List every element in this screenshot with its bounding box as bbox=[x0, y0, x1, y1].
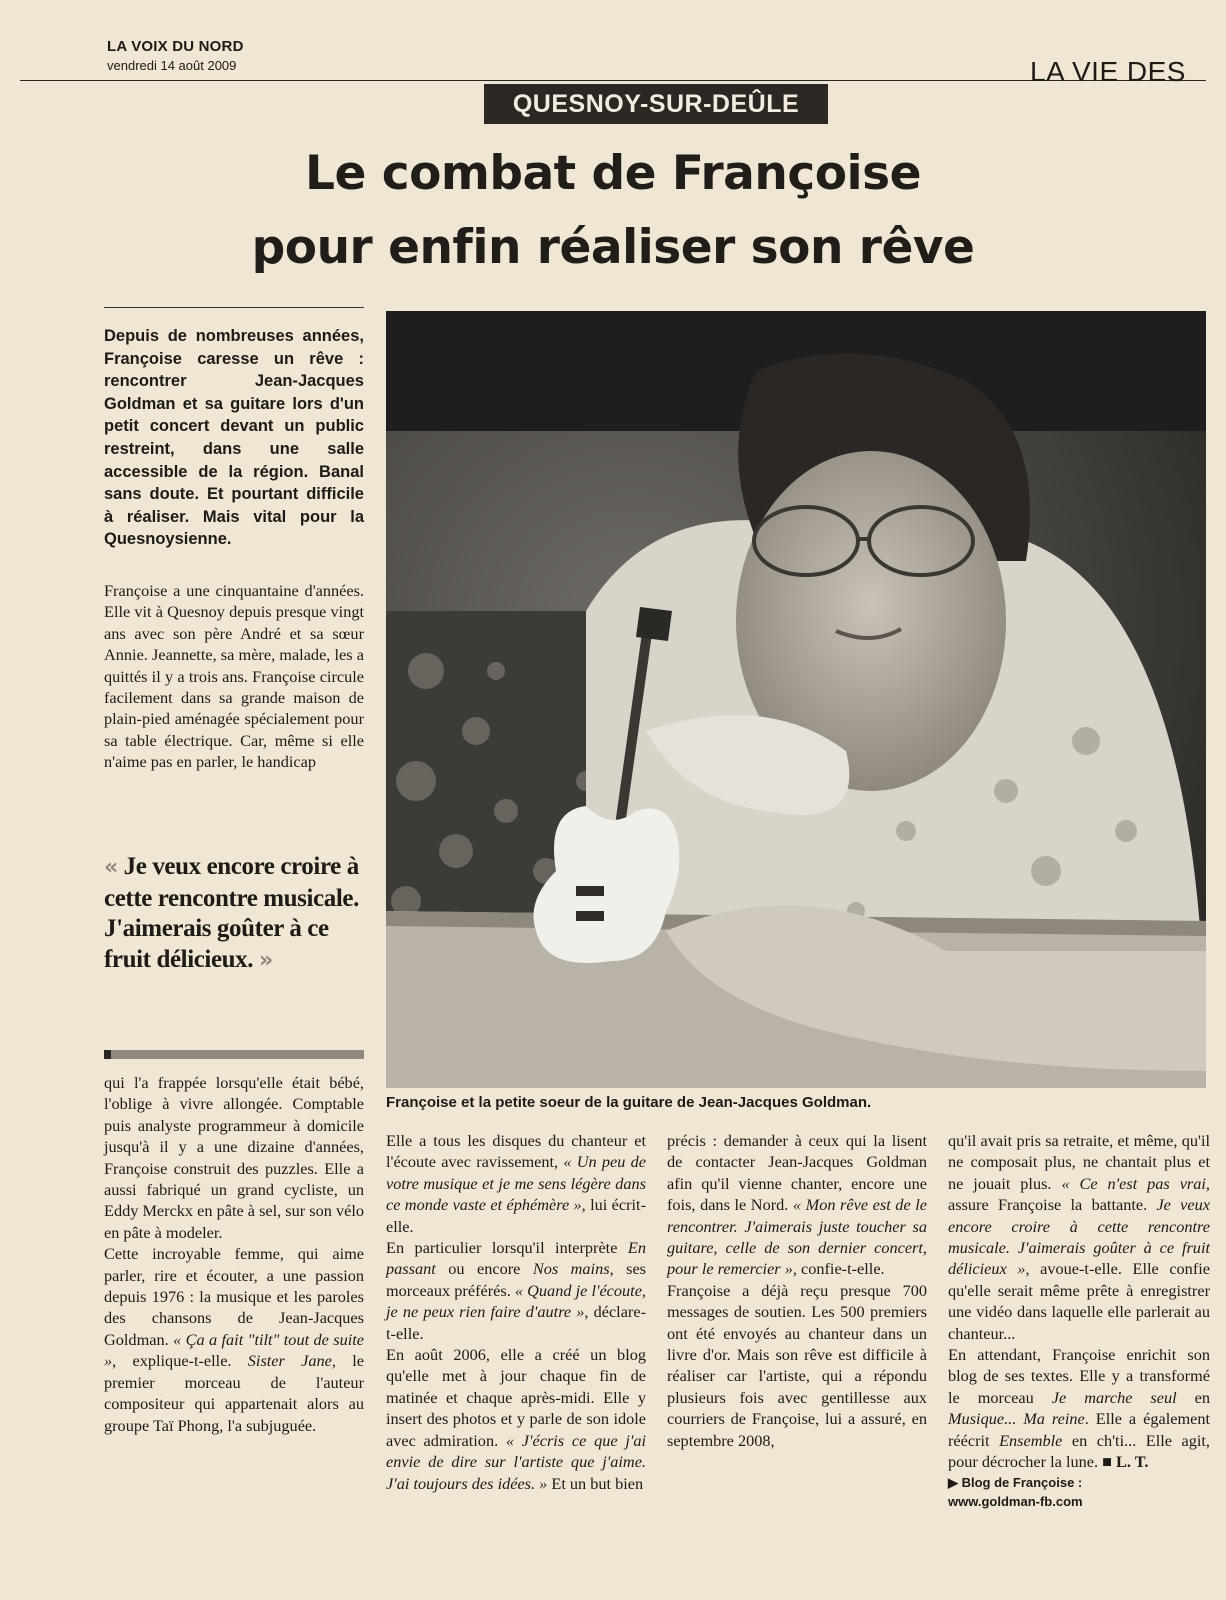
location-kicker: QUESNOY-SUR-DEÛLE bbox=[484, 84, 828, 124]
author-signature: ■ L. T. bbox=[1102, 1452, 1149, 1472]
paragraph: qu'il avait pris sa retraite, et même, qu'il ne composait plus, ne chantait plus et ne jouait plus. « Ce n'est pas vrai, assure Françoise la battante. Je veux encore croire à cette rencontre musicale. J'aimerais goûter à ce fruit délicieux », avoue-t-elle. Elle confie qu'elle serait même prête à enregistrer une vidéo dans laquelle elle parlerait au chanteur... bbox=[948, 1131, 1211, 1343]
paragraph: En attendant, Françoise enrichit son blog de ses textes. Elle y a transformé le morceau Je marche seul en Musique... Ma reine. Elle a également réécrit Ensemble en ch'ti... Elle agit, pour décrocher la lune. ■ L. T. bbox=[948, 1345, 1211, 1472]
paragraph: En août 2006, elle a créé un blog qu'elle met à jour chaque fin de matinée et chaque après-midi. Elle y insert des photos et y parle de son idole avec admiration. « J'écris ce que j'ai envie de dire sur l'artiste que j'aime. J'ai toujours des idées. » Et un but bien bbox=[386, 1345, 646, 1493]
blog-label: ▶ Blog de Françoise : bbox=[948, 1474, 1083, 1490]
paragraph: En particulier lorsqu'il interprète En passant ou encore Nos mains, ses morceaux préférés. « Quand je l'écoute, je ne peux rien faire d'autre », déclare-t-elle. bbox=[386, 1238, 647, 1343]
section-title: LA VIE DES bbox=[1030, 56, 1186, 87]
pull-quote-open-mark: « bbox=[104, 855, 118, 880]
paragraph: Elle a tous les disques du chanteur et l'écoute avec ravissement, « Un peu de votre musique et je me sens légère dans ce monde vaste et éphémère », lui écrit-elle. bbox=[386, 1131, 646, 1236]
chapo-rule bbox=[104, 307, 364, 308]
blog-url-link[interactable]: www.goldman-fb.com bbox=[948, 1493, 1083, 1509]
headline-line-2: pour enfin réaliser son rêve bbox=[251, 220, 975, 275]
pull-quote bbox=[104, 852, 364, 976]
paragraph: qui l'a frappée lorsqu'elle était bébé, l'oblige à vivre allongée. Comptable puis analyste programmeur à domicile jusqu'à il y a une dizaine d'années, Françoise construit des puzzles. Elle a aussi fabriqué un grand cycliste, un Eddy Merckx en pâte à sel, sur son vélo en pâte à modeler. bbox=[104, 1073, 364, 1242]
paragraph: précis : demander à ceux qui la lisent de contacter Jean-Jacques Goldman afin qu'il vienne chanter, encore une fois, dans le Nord. « Mon rêve est de le rencontrer. J'aimerais juste toucher sa guitare, celle de son dernier concert, pour le remercier », confie-t-elle. bbox=[667, 1131, 927, 1279]
header-rule bbox=[20, 80, 1206, 81]
article-lead: Depuis de nombreuses années, Françoise caresse un rêve : rencontrer Jean-Jacques Goldman et sa guitare lors d'un petit concert devant un public restreint, dans une salle accessible de la région. Banal sans doute. Et pourtant difficile à réaliser. Mais vital pour la Quesnoysienne. bbox=[104, 327, 364, 549]
masthead-newspaper-name: LA VOIX DU NORD bbox=[107, 38, 244, 55]
column-4-text bbox=[948, 1130, 1210, 1511]
pull-quote-text: Je veux encore croire à cette rencontre musicale. J'aimerais goûter à ce fruit délicieux. bbox=[104, 853, 359, 973]
column-1-top-text: Françoise a une cinquantaine d'années. Elle vit à Quesnoy depuis presque vingt ans avec son père André et sa sœur Annie. Jeannette, sa mère, malade, les a quittés il y a trois ans. Françoise circule facilement dans sa grande maison de plain-pied aménagée spécialement pour sa table électrique. Car, même si elle n'aime pas en parler, le handicap bbox=[104, 581, 364, 772]
paragraph: Cette incroyable femme, qui aime parler, rire et écouter, a une passion depuis 1976 : la musique et les paroles des chansons de Jean-Jacques Goldman. « Ça a fait "tilt" tout de suite », explique-t-elle. Sister Jane, le premier morceau de l'auteur compositeur qui appartenait alors au groupe Taï Phong, l'a subjuguée. bbox=[104, 1244, 365, 1435]
column-2-text bbox=[386, 1130, 646, 1494]
paragraph: Françoise a déjà reçu presque 700 messages de soutien. Les 500 premiers ont été envoyés au chanteur dans un livre d'or. Mais son rêve est difficile à réaliser car l'artiste, qui a répondu plusieurs fois avec gentillesse aux courriers de Françoise, lui a assuré, en septembre 2008, bbox=[667, 1280, 927, 1450]
photo-illustration bbox=[386, 311, 1206, 1088]
masthead-date: vendredi 14 août 2009 bbox=[107, 58, 237, 73]
headline-line-1: Le combat de Françoise bbox=[305, 146, 921, 201]
photo-caption: Françoise et la petite soeur de la guitare de Jean-Jacques Goldman. bbox=[386, 1094, 872, 1111]
pull-quote-close-mark: » bbox=[259, 947, 273, 973]
article-photo bbox=[386, 311, 1206, 1088]
column-1-bottom-text bbox=[104, 1072, 364, 1436]
column-3-text bbox=[667, 1130, 927, 1451]
pull-quote-bar bbox=[104, 1050, 364, 1059]
